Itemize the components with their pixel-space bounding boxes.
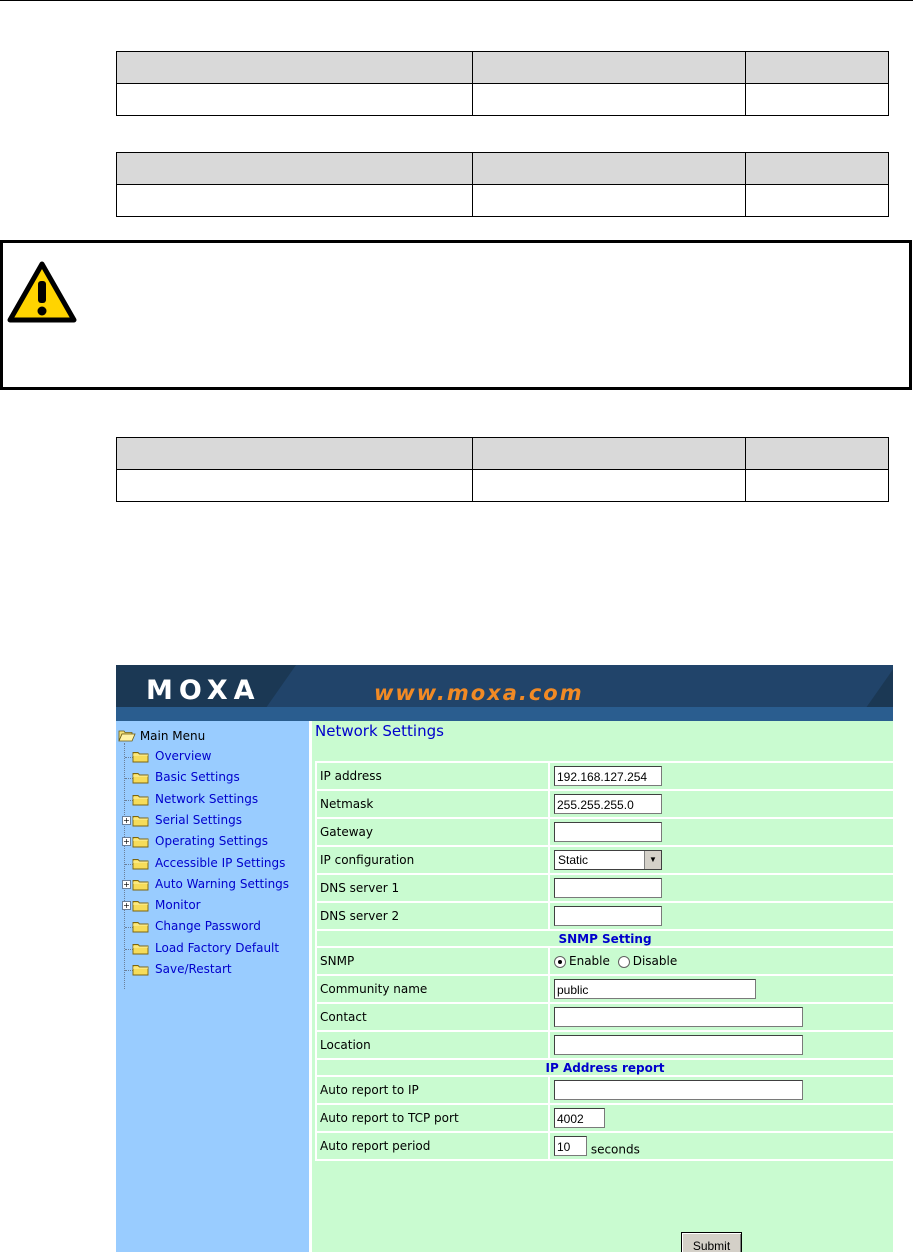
location-row [316,1031,893,1059]
netmask-input[interactable]: 255.255.255.0 [554,794,662,814]
report-ip-label: Auto report to IP [316,1076,549,1104]
report-ip-row [316,1076,893,1104]
snmp-enable-label: Enable [569,954,610,968]
folder-icon [132,794,149,806]
sidebar-item-label: Change Password [155,919,261,933]
location-input[interactable] [554,1035,803,1055]
dns2-input[interactable] [554,906,662,926]
dns2-row [316,902,893,930]
folder-icon [132,772,149,784]
report-period-input[interactable]: 10 [554,1136,587,1156]
ip-configuration-label: IP configuration [316,846,549,874]
ip-address-input[interactable]: 192.168.127.254 [554,766,662,786]
location-label: Location [316,1031,549,1059]
dns1-label: DNS server 1 [316,874,549,902]
web-console-screenshot [116,665,893,1252]
report-ip-input[interactable] [554,1080,803,1100]
ip-configuration-value: Static [558,853,589,867]
sidebar-item-label: Serial Settings [155,813,242,827]
page-top-rule [0,0,913,1]
ip-configuration-select[interactable] [554,850,662,870]
folder-icon [132,815,149,827]
ip-address-label: IP address [316,762,549,790]
snmp-section-header: SNMP Setting [316,930,893,947]
folder-icon [132,751,149,763]
warning-icon [7,261,77,323]
expand-icon[interactable]: + [123,880,130,889]
report-period-label: Auto report period [316,1132,549,1160]
contact-label: Contact [316,1003,549,1031]
page-title: Network Settings [315,722,444,740]
contact-input[interactable] [554,1007,803,1027]
folder-icon [132,879,149,891]
folder-icon [132,836,149,848]
network-settings-panel [309,721,893,1252]
snmp-enable-radio[interactable] [554,956,566,968]
snmp-row [316,947,893,975]
report-port-input[interactable]: 4002 [554,1108,605,1128]
attention-box [0,240,912,390]
parameter-table-1 [116,51,889,116]
sidebar-item-label: Accessible IP Settings [155,856,286,870]
folder-icon [132,858,149,870]
sidebar-item-label: Monitor [155,898,201,912]
sidebar-menu [116,721,309,1252]
folder-icon [132,921,149,933]
open-folder-icon [118,729,136,742]
parameter-table-2 [116,152,889,217]
contact-row [316,1003,893,1031]
main-menu-label: Main Menu [139,729,206,743]
community-input[interactable]: public [554,979,756,999]
sidebar-item-label: Load Factory Default [155,941,280,955]
community-row [316,975,893,1003]
expand-icon[interactable]: + [123,816,130,825]
header-banner [116,665,893,721]
dns2-label: DNS server 2 [316,902,549,930]
gateway-row [316,818,893,846]
snmp-disable-label: Disable [632,954,678,968]
sidebar-item-label: Network Settings [155,792,259,806]
sidebar-item-label: Save/Restart [155,962,232,976]
ip-configuration-row [316,846,893,874]
sidebar-item-label: Overview [155,749,212,763]
report-port-row [316,1104,893,1132]
submit-button[interactable]: Submit [681,1232,742,1252]
ip-report-section-header: IP Address report [316,1059,893,1076]
website-url[interactable]: www.moxa.com [374,681,584,705]
expand-icon[interactable]: + [123,837,130,846]
main-menu-root[interactable] [118,729,205,743]
report-period-unit: seconds [590,1142,640,1157]
dropdown-arrow-icon[interactable]: ▼ [644,851,661,869]
sidebar-item-label: Basic Settings [155,770,240,784]
dns1-row [316,874,893,902]
gateway-label: Gateway [316,818,549,846]
report-period-row [316,1132,893,1160]
folder-icon [132,943,149,955]
parameter-table-3 [116,437,889,502]
network-settings-form [315,761,893,1161]
community-label: Community name [316,975,549,1003]
ip-address-row [316,762,893,790]
folder-icon [132,900,149,912]
moxa-logo: MOXA [146,675,261,706]
snmp-disable-radio[interactable] [618,956,630,968]
report-port-label: Auto report to TCP port [316,1104,549,1132]
gateway-input[interactable] [554,822,662,842]
sidebar-item-label: Auto Warning Settings [155,877,290,891]
netmask-label: Netmask [316,790,549,818]
netmask-row [316,790,893,818]
expand-icon[interactable]: + [123,901,130,910]
snmp-label: SNMP [316,947,549,975]
dns1-input[interactable] [554,878,662,898]
folder-icon [132,964,149,976]
sidebar-item-label: Operating Settings [155,834,269,848]
